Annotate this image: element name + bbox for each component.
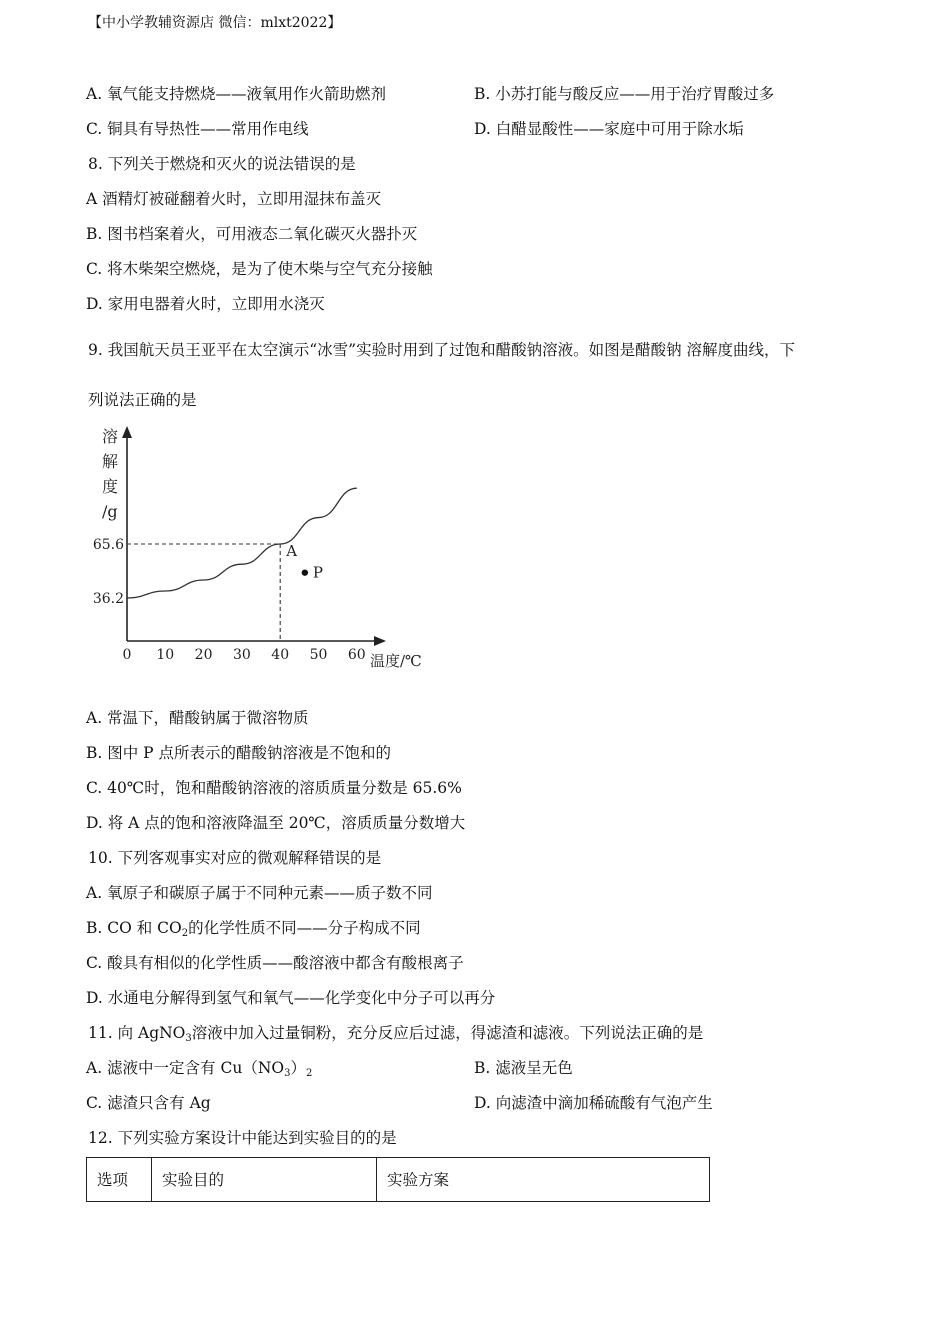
- q11-option-d: D. 向滤渣中滴加稀硫酸有气泡产生: [474, 1094, 713, 1112]
- table-header-plan: 实验方案: [377, 1158, 710, 1202]
- x-tick-label: 60: [347, 647, 366, 663]
- x-axis-arrow: [374, 636, 386, 646]
- y-axis-arrow: [122, 426, 132, 438]
- q10-stem: 10. 下列客观事实对应的微观解释错误的是: [88, 849, 382, 867]
- q8-stem: 8. 下列关于燃烧和灭火的说法错误的是: [88, 155, 356, 173]
- solubility-chart: [90, 420, 440, 680]
- header-note: 【中小学教辅资源店 微信：mlxt2022】: [88, 15, 342, 31]
- q10-option-c: C. 酸具有相似的化学性质——酸溶液中都含有酸根离子: [86, 954, 464, 972]
- x-tick-label: 30: [232, 647, 251, 663]
- q12-stem: 12. 下列实验方案设计中能达到实验目的的是: [88, 1129, 397, 1147]
- q8-option-d: D. 家用电器着火时，立即用水浇灭: [86, 295, 325, 313]
- y-tick-label: 65.6: [92, 537, 124, 553]
- q7-option-b: B. 小苏打能与酸反应——用于治疗胃酸过多: [474, 85, 775, 103]
- q7-option-c: C. 铜具有导热性——常用作电线: [86, 120, 309, 138]
- q9-option-d: D. 将 A 点的饱和溶液降温至 20℃，溶质质量分数增大: [86, 814, 466, 832]
- q9-option-c: C. 40℃时，饱和醋酸钠溶液的溶质质量分数是 65.6%: [86, 779, 462, 797]
- q11-option-b: B. 滤液呈无色: [474, 1059, 573, 1077]
- table-header-row: [87, 1158, 710, 1202]
- q11-option-c: C. 滤渣只含有 Ag: [86, 1094, 211, 1112]
- q11-stem: 11. 向 AgNO$_3$溶液中加入过量铜粉，充分反应后过滤，得滤渣和滤液。下列说法正确的是: [88, 1024, 704, 1044]
- table-header-purpose: 实验目的: [152, 1158, 377, 1202]
- point-p-label: P: [312, 563, 323, 582]
- q7-option-d: D. 白醋显酸性——家庭中可用于除水垢: [474, 120, 744, 138]
- x-tick-label: 0: [122, 647, 132, 663]
- y-axis-label: 解: [102, 452, 119, 471]
- experiment-table: [86, 1157, 710, 1202]
- x-axis-label: 温度/℃: [370, 652, 422, 670]
- q8-option-a: A 酒精灯被碰翻着火时，立即用湿抹布盖灭: [86, 190, 382, 208]
- y-axis-label: 度: [102, 477, 119, 496]
- q10-option-b: B. CO 和 $CO_2$的化学性质不同——分子构成不同: [86, 919, 421, 939]
- q7-option-a: A. 氧气能支持燃烧——液氧用作火箭助燃剂: [86, 85, 387, 103]
- y-axis-label: 溶: [102, 427, 119, 446]
- q9-stem-line1: 9. 我国航天员王亚平在太空演示“冰雪”实验时用到了过饱和醋酸钠溶液。如图是醋酸钠 溶解度曲线，下: [88, 341, 795, 359]
- q10-option-a: A. 氧原子和碳原子属于不同种元素——质子数不同: [86, 884, 433, 902]
- chart-points: [285, 542, 323, 582]
- q11-option-a: A. 滤液中一定含有 $Cu(NO_3)_2$: [86, 1059, 313, 1079]
- q9-option-a: A. 常温下，醋酸钠属于微溶物质: [86, 709, 309, 727]
- point-p-dot: [302, 569, 308, 575]
- x-tick-label: 50: [309, 647, 328, 663]
- q8-option-c: C. 将木柴架空燃烧，是为了使木柴与空气充分接触: [86, 260, 433, 278]
- table-header-option: 选项: [87, 1158, 152, 1202]
- x-tick-label: 40: [271, 647, 290, 663]
- q9-option-b: B. 图中 P 点所表示的醋酸钠溶液是不饱和的: [86, 744, 392, 762]
- q10-option-d: D. 水通电分解得到氢气和氧气——化学变化中分子可以再分: [86, 989, 496, 1007]
- chart-axes: [102, 426, 422, 670]
- point-a-label: A: [286, 542, 298, 560]
- x-tick-label: 20: [194, 647, 213, 663]
- x-tick-label: 10: [156, 647, 175, 663]
- chart-ticks: [93, 537, 366, 663]
- q8-option-b: B. 图书档案着火，可用液态二氧化碳灭火器扑灭: [86, 225, 418, 243]
- y-axis-label: /g: [102, 502, 118, 521]
- q9-stem-line2: 列说法正确的是: [88, 391, 197, 409]
- y-tick-label: 36.2: [92, 591, 124, 607]
